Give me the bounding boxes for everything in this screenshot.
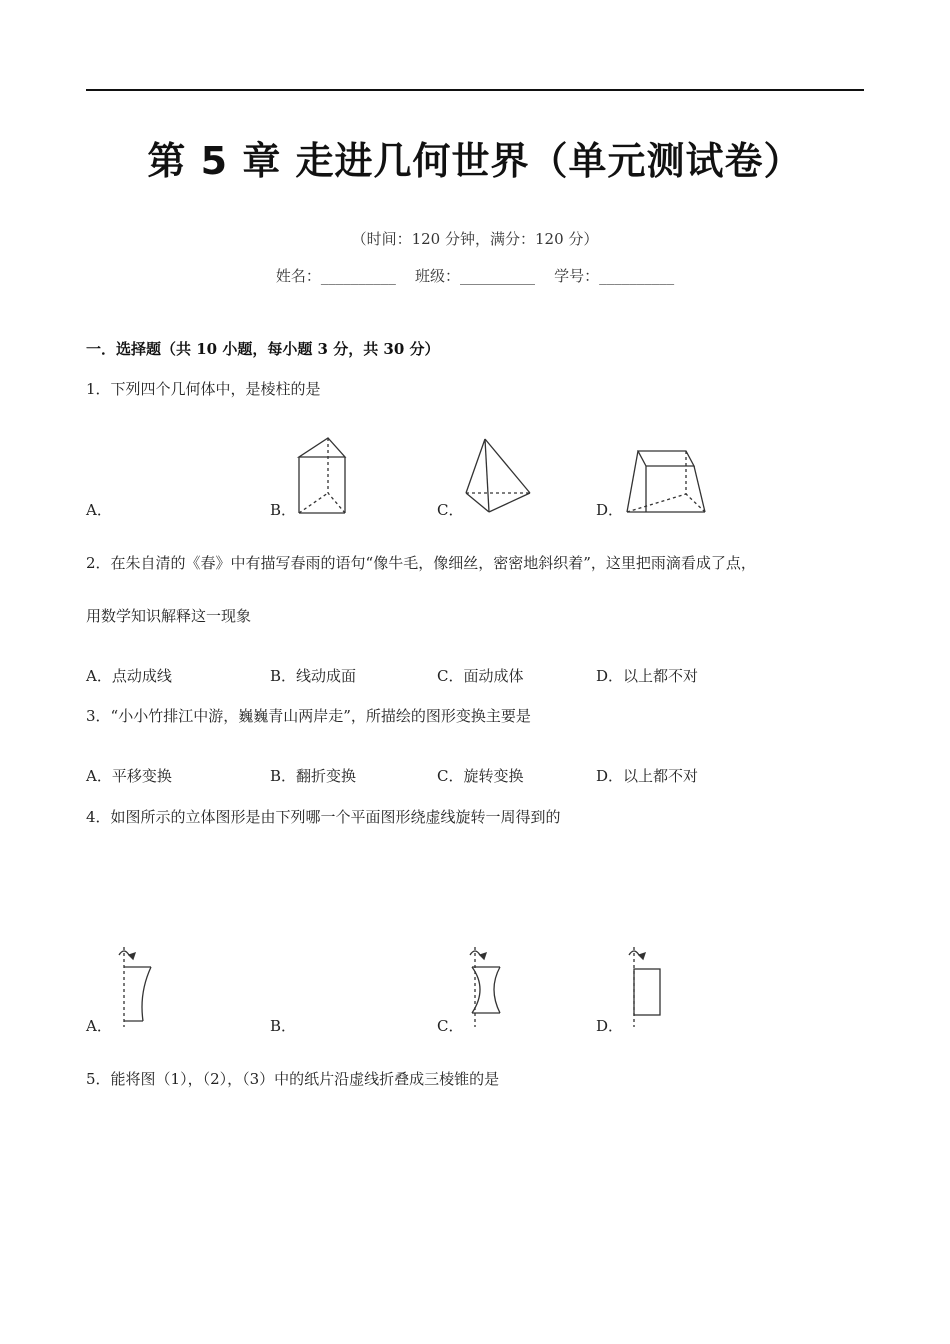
q2-option-a: A．点动成线	[86, 667, 172, 685]
q4-option-b: B．	[270, 1017, 297, 1035]
page-title: 第 5 章 走进几何世界（单元测试卷）	[147, 139, 803, 183]
q2-option-b: B．线动成面	[270, 667, 357, 685]
section-heading: 一．选择题（共 10 小题，每小题 3 分，共 30 分）	[86, 340, 440, 358]
q4-option-c: C．	[437, 1017, 464, 1035]
question-2-line2: 用数学知识解释这一现象	[86, 607, 252, 625]
question-5-stem: 5．能将图（1），（2），（3）中的纸片沿虚线折叠成三棱锥的是	[86, 1070, 500, 1088]
q3-option-c: C．旋转变换	[437, 767, 524, 785]
question-4-stem: 4．如图所示的立体图形是由下列哪一个平面图形绕虚线旋转一周得到的	[86, 808, 561, 826]
q1-option-a: A．	[86, 501, 112, 519]
triangular-prism-figure	[296, 435, 348, 517]
q4-option-d: D．	[596, 1017, 624, 1035]
q4-shape-d	[624, 945, 668, 1029]
question-2-line1: 2．在朱自清的《春》中有描写春雨的语句“像牛毛，像细丝，密密地斜织着”，这里把雨滴看成了点，	[86, 554, 756, 572]
top-rule	[86, 89, 864, 91]
pyramid-figure	[463, 437, 533, 515]
question-1-stem: 1．下列四个几何体中，是棱柱的是	[86, 380, 321, 398]
q3-option-a: A．平移变换	[86, 767, 172, 785]
q1-option-c: C．	[437, 501, 464, 519]
q2-option-d: D．以上都不对	[596, 667, 699, 685]
q3-option-d: D．以上都不对	[596, 767, 699, 785]
q4-shape-c	[462, 945, 508, 1029]
time-info: （时间：120 分钟，满分：120 分）	[351, 230, 599, 248]
question-3-stem: 3．“小小竹排江中游，巍巍青山两岸走”，所描绘的图形变换主要是	[86, 707, 531, 725]
q1-option-d: D．	[596, 501, 624, 519]
q4-shape-a	[115, 945, 159, 1029]
q4-option-a: A．	[86, 1017, 112, 1035]
q1-option-b: B．	[270, 501, 297, 519]
student-info: 姓名：__________ 班级：__________ 学号：__________	[275, 267, 675, 285]
frustum-figure	[624, 448, 708, 516]
q2-option-c: C．面动成体	[437, 667, 524, 685]
q3-option-b: B．翻折变换	[270, 767, 357, 785]
